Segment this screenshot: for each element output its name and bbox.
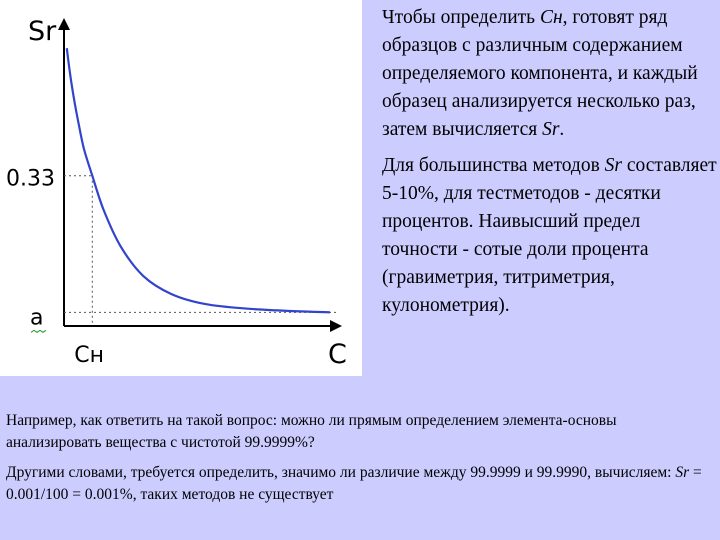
y-tick-label-0.33: 0.33 (6, 166, 55, 192)
y-tick-label-a: а (30, 305, 44, 331)
chart (0, 0, 362, 376)
chart-panel (0, 0, 362, 376)
x-tick-label-cn: Cн (74, 343, 105, 368)
series-line-sr (67, 48, 330, 312)
paragraph-sr-methods: Для большинства методов Sr составляет 5-10%, для тестметодов - десятки процентов. Наивысший предел точности - сотые доли процента (гравиметрия, титриметрия, кулонометрия). (382, 155, 717, 316)
paragraph-question: Например, как ответить на такой вопрос: можно ли прямым определением элемента-основы анализировать вещества с чистотой 99.9999%? (6, 412, 617, 451)
y-axis-label: Sr (28, 16, 57, 47)
paragraph-cn-definition: Чтобы определить Cн, готовят ряд образцов с различным содержанием определяемого компонента, и каждый образец анализируется несколько раз, затем вычисляется Sr. (382, 7, 698, 140)
paragraph-answer: Другими словами, требуется определить, значимо ли различие между 99.9999 и 99.9990, вычисляем: Sr = 0.001/100 = 0.001%, таких методов не существует (6, 464, 702, 503)
spellcheck-squiggle (31, 330, 46, 332)
x-axis-label: C (328, 339, 347, 370)
right-text-block (382, 4, 718, 328)
bottom-text-block (6, 410, 712, 514)
